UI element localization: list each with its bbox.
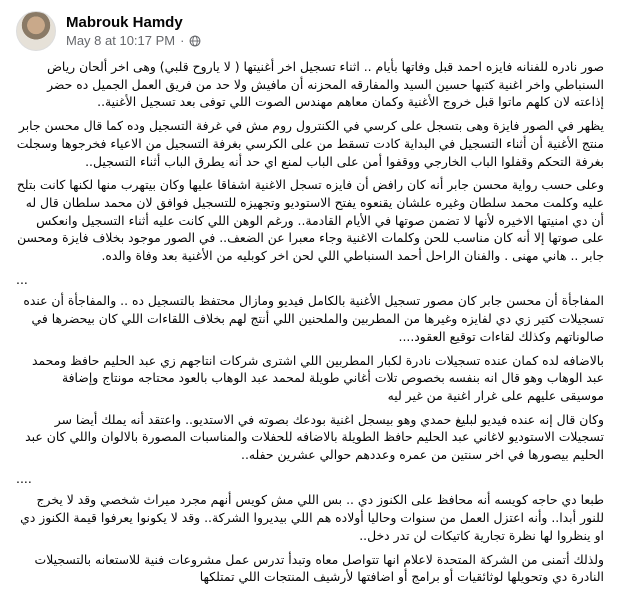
avatar[interactable]	[16, 11, 56, 51]
post-body	[12, 58, 604, 606]
post-timestamp[interactable]: May 8 at 10:17 PM	[66, 33, 176, 48]
post-header	[16, 10, 201, 52]
separator-dot: ·	[180, 33, 185, 48]
post-paragraph: وعلى حسب رواية محسن جابر أنه كان رافض أن فايزه تسجل الاغنية اشفاقا عليها وكان بيتهرب منها لكنها كانت بتلح عليه وكلمت محمد سلطان وغيره علشان يقنعوه يفتح الاستوديو وتجهيزه للتسجيل فوافق لان محمد سلطان قال له أن دي امنيتها الاخيره لأنها لا تضمن صوتها في الأيام القادمة.. ورغم الوهن اللي كانت عليه أثناء التسجيل وانعكس على صوتها إلا أنه كان مناسب للحن وكلمات الاغنية وجاء معبرا عن الضعف.. في الصور موجود بخلاف فايزة ومحسن جابر .. هاني مهنى . والفنان الراحل أحمد السنباطي اللي لحن اخر كوبليه من الأغنية بعد وفاة والده.	[12, 177, 604, 264]
post-paragraph: وكان قال إنه عنده فيديو لبليغ حمدي وهو بيسجل اغنية بودعك بصوته في الاستديو.. واعتقد أنه يملك أيضا سر تسجيلات الاستوديو لاغاني عبد الحليم حافظ الطويلة بالاضافه للحفلات والمناسبات المصورة بالالوان واللي كان عبد الحليم بيصورها في اخر سنتين من عمره وعددهم حوالي عشرين حفله..	[21, 411, 604, 463]
post-paragraph: المفاجأة أن محسن جابر كان مصور تسجيل الأغنية بالكامل فيديو ومازال محتفظ بالتسجيل ده .. والمفاجأة أن عنده تسجيلات كتير زي دي لفايزه وغيرها من المطربين والملحنين اللي أنتج لهم بخلاف اللقاءات اللي كان بيحضرها في صالوناتهم وكذلك لقاءات توقيع العقود....	[19, 293, 604, 344]
globe-icon[interactable]	[189, 35, 201, 47]
post-paragraph: ولذلك أتمنى من الشركة المتحدة لاعلام انها تتواصل معاه وتبدأ تدرس عمل مشروعات فنية للاستعانه بالتسجيلات النادرة دي وتحويلها لوثائقيات أو برامج أو اضافتها لأرشيف المنتجات اللي تمتلكها	[30, 551, 604, 585]
post-subline	[66, 32, 201, 49]
post-paragraph: يظهر في الصور فايزة وهى بتسجل على كرسي في الكنترول روم مش في غرفة التسجيل وده كما قال محسن جابر منتج الأغنية أن أثناء التسجيل في البداية كادت تسقط من على الكرسي بغرفة التسجيل من الاعياء فخرجوها وسجلت بغرفة التحكم وقفلوا الباب الخارجي ووقفوا أمن على الباب لمنع اي حد أنه يطرق الباب أثناء التسجيل..	[12, 118, 604, 169]
post-paragraph: طبعا دي حاجه كويسه أنه محافظ على الكنوز دي .. بس اللي مش كويس أنهم مجرد ميراث شخصي وقد لا يخرج للنور أبدا.. وأنه اعتزل العمل من سنوات وحاليا أولاده هم اللي بيديروا الشركة.. وقد لا يكونوا يعرفوا قيمة الكنوز دي او ينظروا لها نظرة تجارية كاتيكات لن تدر دخل..	[16, 492, 604, 543]
ellipsis-separator: ...	[16, 271, 28, 287]
post-paragraph: صور نادره للفنانه فايزه احمد قبل وفاتها بأيام .. اثناء تسجيل اخر أغنيتها ( لا ياروح قلبي) وهى اخر ألحان رياض السنباطي واخر اغنية كتبها حسين السيد والمفارقه المحزنه أن مافيش ولا حد من فريق العمل الجميل ده حضر إذاعته لان كلهم ماتوا قبل خروج الأغنية وكمان معاهم مهندس الصوت اللي توفى بعد تسجيل الأغنية..	[43, 59, 604, 110]
author-name[interactable]: Mabrouk Hamdy	[66, 14, 183, 31]
ellipsis-separator: ....	[16, 470, 32, 486]
post-paragraph: بالاضافه لده كمان عنده تسجيلات نادرة لكبار المطربين اللي اشترى شركات انتاجهم زي عبد الحليم حافظ ومحمد عبد الوهاب وهو قال انه بنفسه بخصوص تلات أغاني طويلة لمحمد عبد الوهاب بالعود محتاجه مونتاج وإضافة موسيقى عليهم على غرار اغنية من غير ليه	[28, 352, 604, 403]
post-meta	[66, 13, 201, 49]
